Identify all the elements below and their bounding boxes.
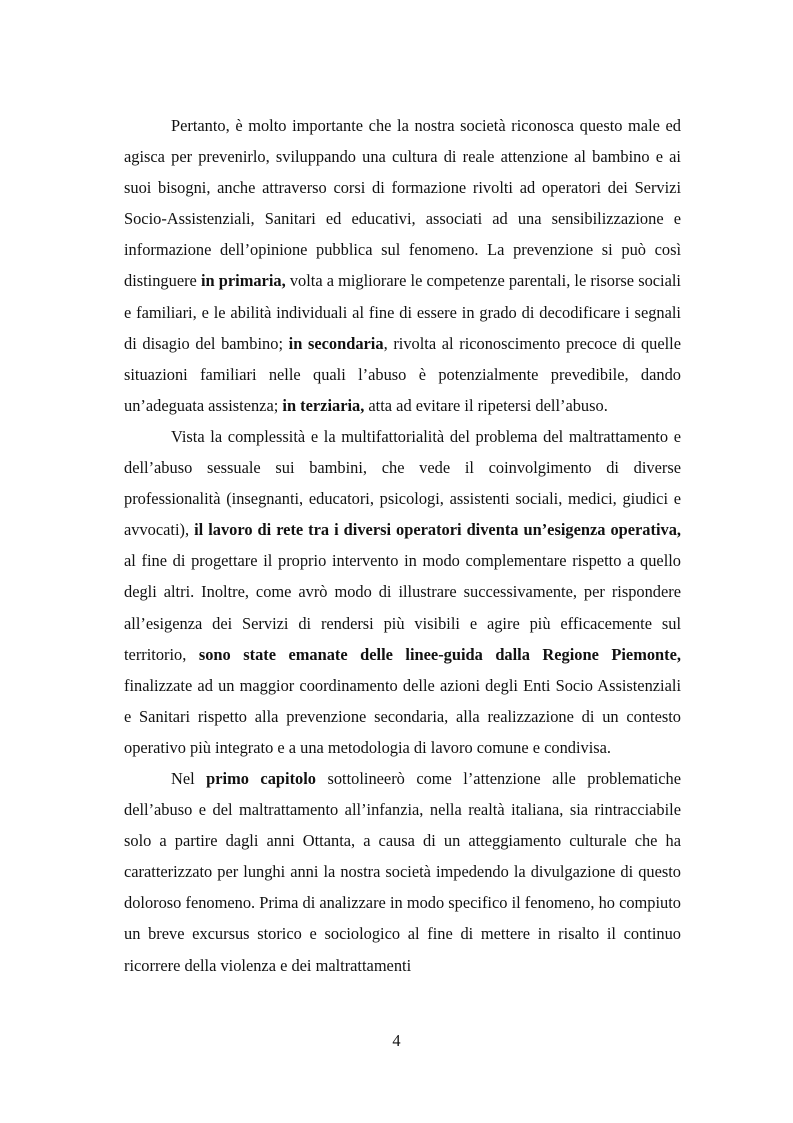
paragraph-network-work (124, 421, 681, 763)
bold-text-run: in primaria, (200, 271, 286, 291)
bold-text-run: in terziaria, (282, 395, 365, 415)
bold-text-run: primo capitolo (206, 768, 316, 788)
text-run: Pertanto, è molto importante che la nostra società riconosca questo male ed agisca per prevenirlo, sviluppando una cultura di reale attenzione al bambino e ai suoi bisogni, anche attraverso corsi di formazione rivolti ad operatori dei Servizi Socio-Assistenziali, Sanitari ed educativi, associati ad una sensibilizzazione e informazione dell’opinione pubblica sul fenomeno. La prevenzione si può così distinguere (124, 116, 681, 291)
paragraph-first-chapter (124, 763, 681, 981)
text-run: al fine di progettare il proprio intervento in modo complementare rispetto a quello degli altri. Inoltre, come avrò modo di illustrare successivamente, per rispondere all’esigenza dei Servizi di rendersi più visibili e agire più efficacemente sul territorio, (124, 551, 681, 664)
body-text (124, 110, 681, 981)
text-run: Nel (171, 768, 207, 788)
text-run: , rivolta al riconoscimento precoce di quelle situazioni familiari nelle quali l’abuso è potenzialmente prevedibile, dando un’adeguata assistenza; (124, 333, 681, 415)
bold-text-run: sono state emanate delle linee-guida dalla Regione Piemonte, (198, 644, 682, 664)
paragraph-prevention (124, 110, 681, 421)
bold-text-run: in secondaria (288, 333, 384, 353)
text-run: finalizzate ad un maggior coordinamento delle azioni degli Enti Socio Assistenziali e Sanitari rispetto alla prevenzione secondaria, alla realizzazione di un contesto operativo più integrato e a una metodologia di lavoro comune e condivisa. (124, 675, 681, 757)
text-run: atta ad evitare il ripetersi dell’abuso. (364, 395, 608, 415)
text-run: Vista la complessità e la multifattorialità del problema del maltrattamento e dell’abuso sessuale sui bambini, che vede il coinvolgimento di diverse professionalità (insegnanti, educatori, psicologi, assistenti sociali, medici, giudici e avvocati), (124, 426, 681, 540)
text-run: volta a migliorare le competenze parentali, le risorse sociali e familiari, e le abilità individuali al fine di essere in grado di decodificare i segnali di disagio del bambino; (124, 271, 681, 353)
text-run: sottolineerò come l’attenzione alle problematiche dell’abuso e del maltrattamento all’infanzia, nella realtà italiana, sia rintracciabile solo a partire dagli anni Ottanta, a causa di un atteggiamento culturale che ha caratterizzato per lunghi anni la nostra società impedendo la divulgazione di questo doloroso fenomeno. Prima di analizzare in modo specifico il fenomeno, ho compiuto un breve excursus storico e sociologico al fine di mettere in risalto il continuo ricorrere della violenza e dei maltrattamenti (124, 768, 682, 975)
page-number: 4 (392, 1031, 401, 1050)
bold-text-run: il lavoro di rete tra i diversi operatori diventa un’esigenza operativa, (194, 520, 681, 540)
